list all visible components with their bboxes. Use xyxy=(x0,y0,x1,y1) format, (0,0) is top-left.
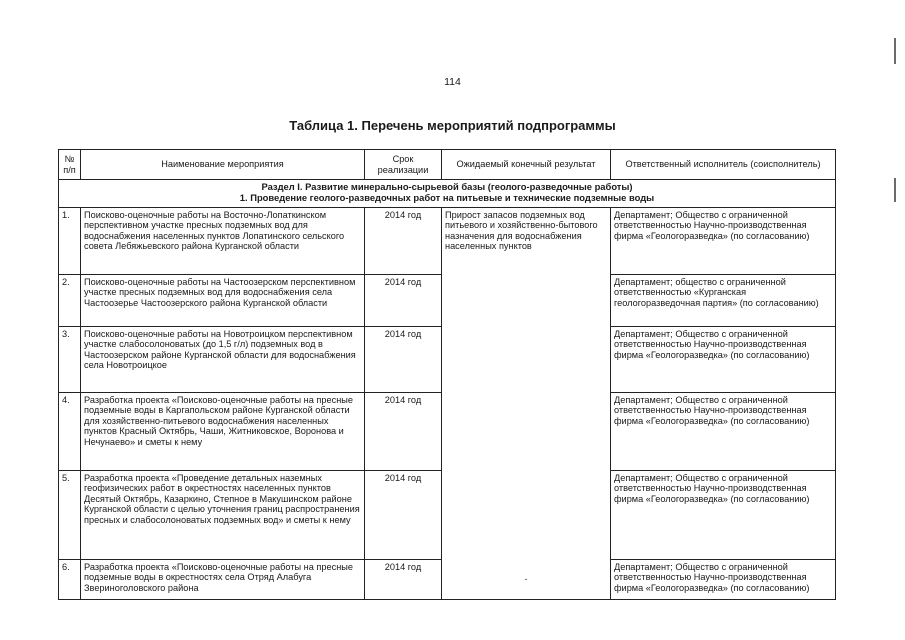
row-executor: Департамент; Общество с ограниченной ответственностью Научно-производственная фирма «Геологоразведка» (по согласованию) xyxy=(611,560,836,600)
section-row xyxy=(59,180,836,208)
row-result xyxy=(442,471,611,560)
row-term: 2014 год xyxy=(365,275,442,327)
row-term: 2014 год xyxy=(365,471,442,560)
row-name: Поисково-оценочные работы на Частоозерском перспективном участке пресных подземных вод для водоснабжения села Частоозерье Частоозерского района Курганской области xyxy=(81,275,365,327)
section-heading xyxy=(59,180,836,208)
row-num: 2. xyxy=(59,275,81,327)
header-executor: Ответственный исполнитель (соисполнитель) xyxy=(611,150,836,180)
row-result xyxy=(442,393,611,471)
row-executor: Департамент; Общество с ограниченной ответственностью Научно-производственная фирма «Геологоразведка» (по согласованию) xyxy=(611,327,836,393)
header-result: Ожидаемый конечный результат xyxy=(442,150,611,180)
table-row xyxy=(59,275,836,327)
table-row xyxy=(59,393,836,471)
table-row xyxy=(59,560,836,600)
row-num: 1. xyxy=(59,208,81,275)
row-term: 2014 год xyxy=(365,393,442,471)
row-num: 4. xyxy=(59,393,81,471)
row-name: Разработка проекта «Проведение детальных наземных геофизических работ в окрестностях населенных пунктов Десятый Октябрь, Казаркино, Степное в Макушинском районе Курганской области с целью уточнения границ распространения пресных и слабосолоноватых подземных вод» и сметы к нему xyxy=(81,471,365,560)
row-result: - xyxy=(442,560,611,600)
row-executor: Департамент; Общество с ограниченной ответственностью Научно-производственная фирма «Геологоразведка» (по согласованию) xyxy=(611,393,836,471)
table-title: Таблица 1. Перечень мероприятий подпрограммы xyxy=(289,118,616,133)
row-executor: Департамент; общество с ограниченной ответственностью «Курганская геологоразведочная партия» (по согласованию) xyxy=(611,275,836,327)
row-term: 2014 год xyxy=(365,560,442,600)
row-name: Разработка проекта «Поисково-оценочные работы на пресные подземные воды в окрестностях села Отряд Алабуга Звериноголовского района xyxy=(81,560,365,600)
subsection-title: 1. Проведение геолого-разведочных работ на питьевые и технические подземные воды xyxy=(239,191,655,203)
row-executor: Департамент; Общество с ограниченной ответственностью Научно-производственная фирма «Геологоразведка» (по согласованию) xyxy=(611,471,836,560)
row-num: 5. xyxy=(59,471,81,560)
margin-mark xyxy=(894,178,896,202)
row-term: 2014 год xyxy=(365,208,442,275)
margin-mark xyxy=(894,38,896,64)
section-title: Раздел I. Развитие минерально-сырьевой базы (геолого-разведочные работы) xyxy=(261,181,633,192)
row-result: Прирост запасов подземных вод питьевого и хозяйственно-бытового назначения для водоснабжения населенных пунктов xyxy=(442,208,611,275)
table-row xyxy=(59,327,836,393)
row-term: 2014 год xyxy=(365,327,442,393)
row-name: Поисково-оценочные работы на Новотроицком перспективном участке слабосолоноватых (до 1,5 г/л) подземных вод в Частоозерском районе Курганской области для водоснабжения села Новотроицкое xyxy=(81,327,365,393)
header-num: № п/п xyxy=(59,150,81,180)
measures-table xyxy=(58,149,836,600)
table-row xyxy=(59,471,836,560)
table-header-row xyxy=(59,150,836,180)
row-num: 6. xyxy=(59,560,81,600)
page-number: 114 xyxy=(444,76,461,88)
row-result xyxy=(442,275,611,327)
header-name: Наименование мероприятия xyxy=(81,150,365,180)
table-row xyxy=(59,208,836,275)
header-term: Срок реализации xyxy=(365,150,442,180)
row-num: 3. xyxy=(59,327,81,393)
row-result xyxy=(442,327,611,393)
row-name: Поисково-оценочные работы на Восточно-Лопаткинском перспективном участке пресных подземных вод для водоснабжения населенных пунктов Лопатинского сельского совета Лебяжьевского района Курганской области xyxy=(81,208,365,275)
row-executor: Департамент; Общество с ограниченной ответственностью Научно-производственная фирма «Геологоразведка» (по согласованию) xyxy=(611,208,836,275)
row-name: Разработка проекта «Поисково-оценочные работы на пресные подземные воды в Каргапольском районе Курганской области для хозяйственно-питьевого водоснабжения населенных пунктов Красный Октябрь, Чаши, Житниковское, Воронова и Нечунаево» и сметы к нему xyxy=(81,393,365,471)
